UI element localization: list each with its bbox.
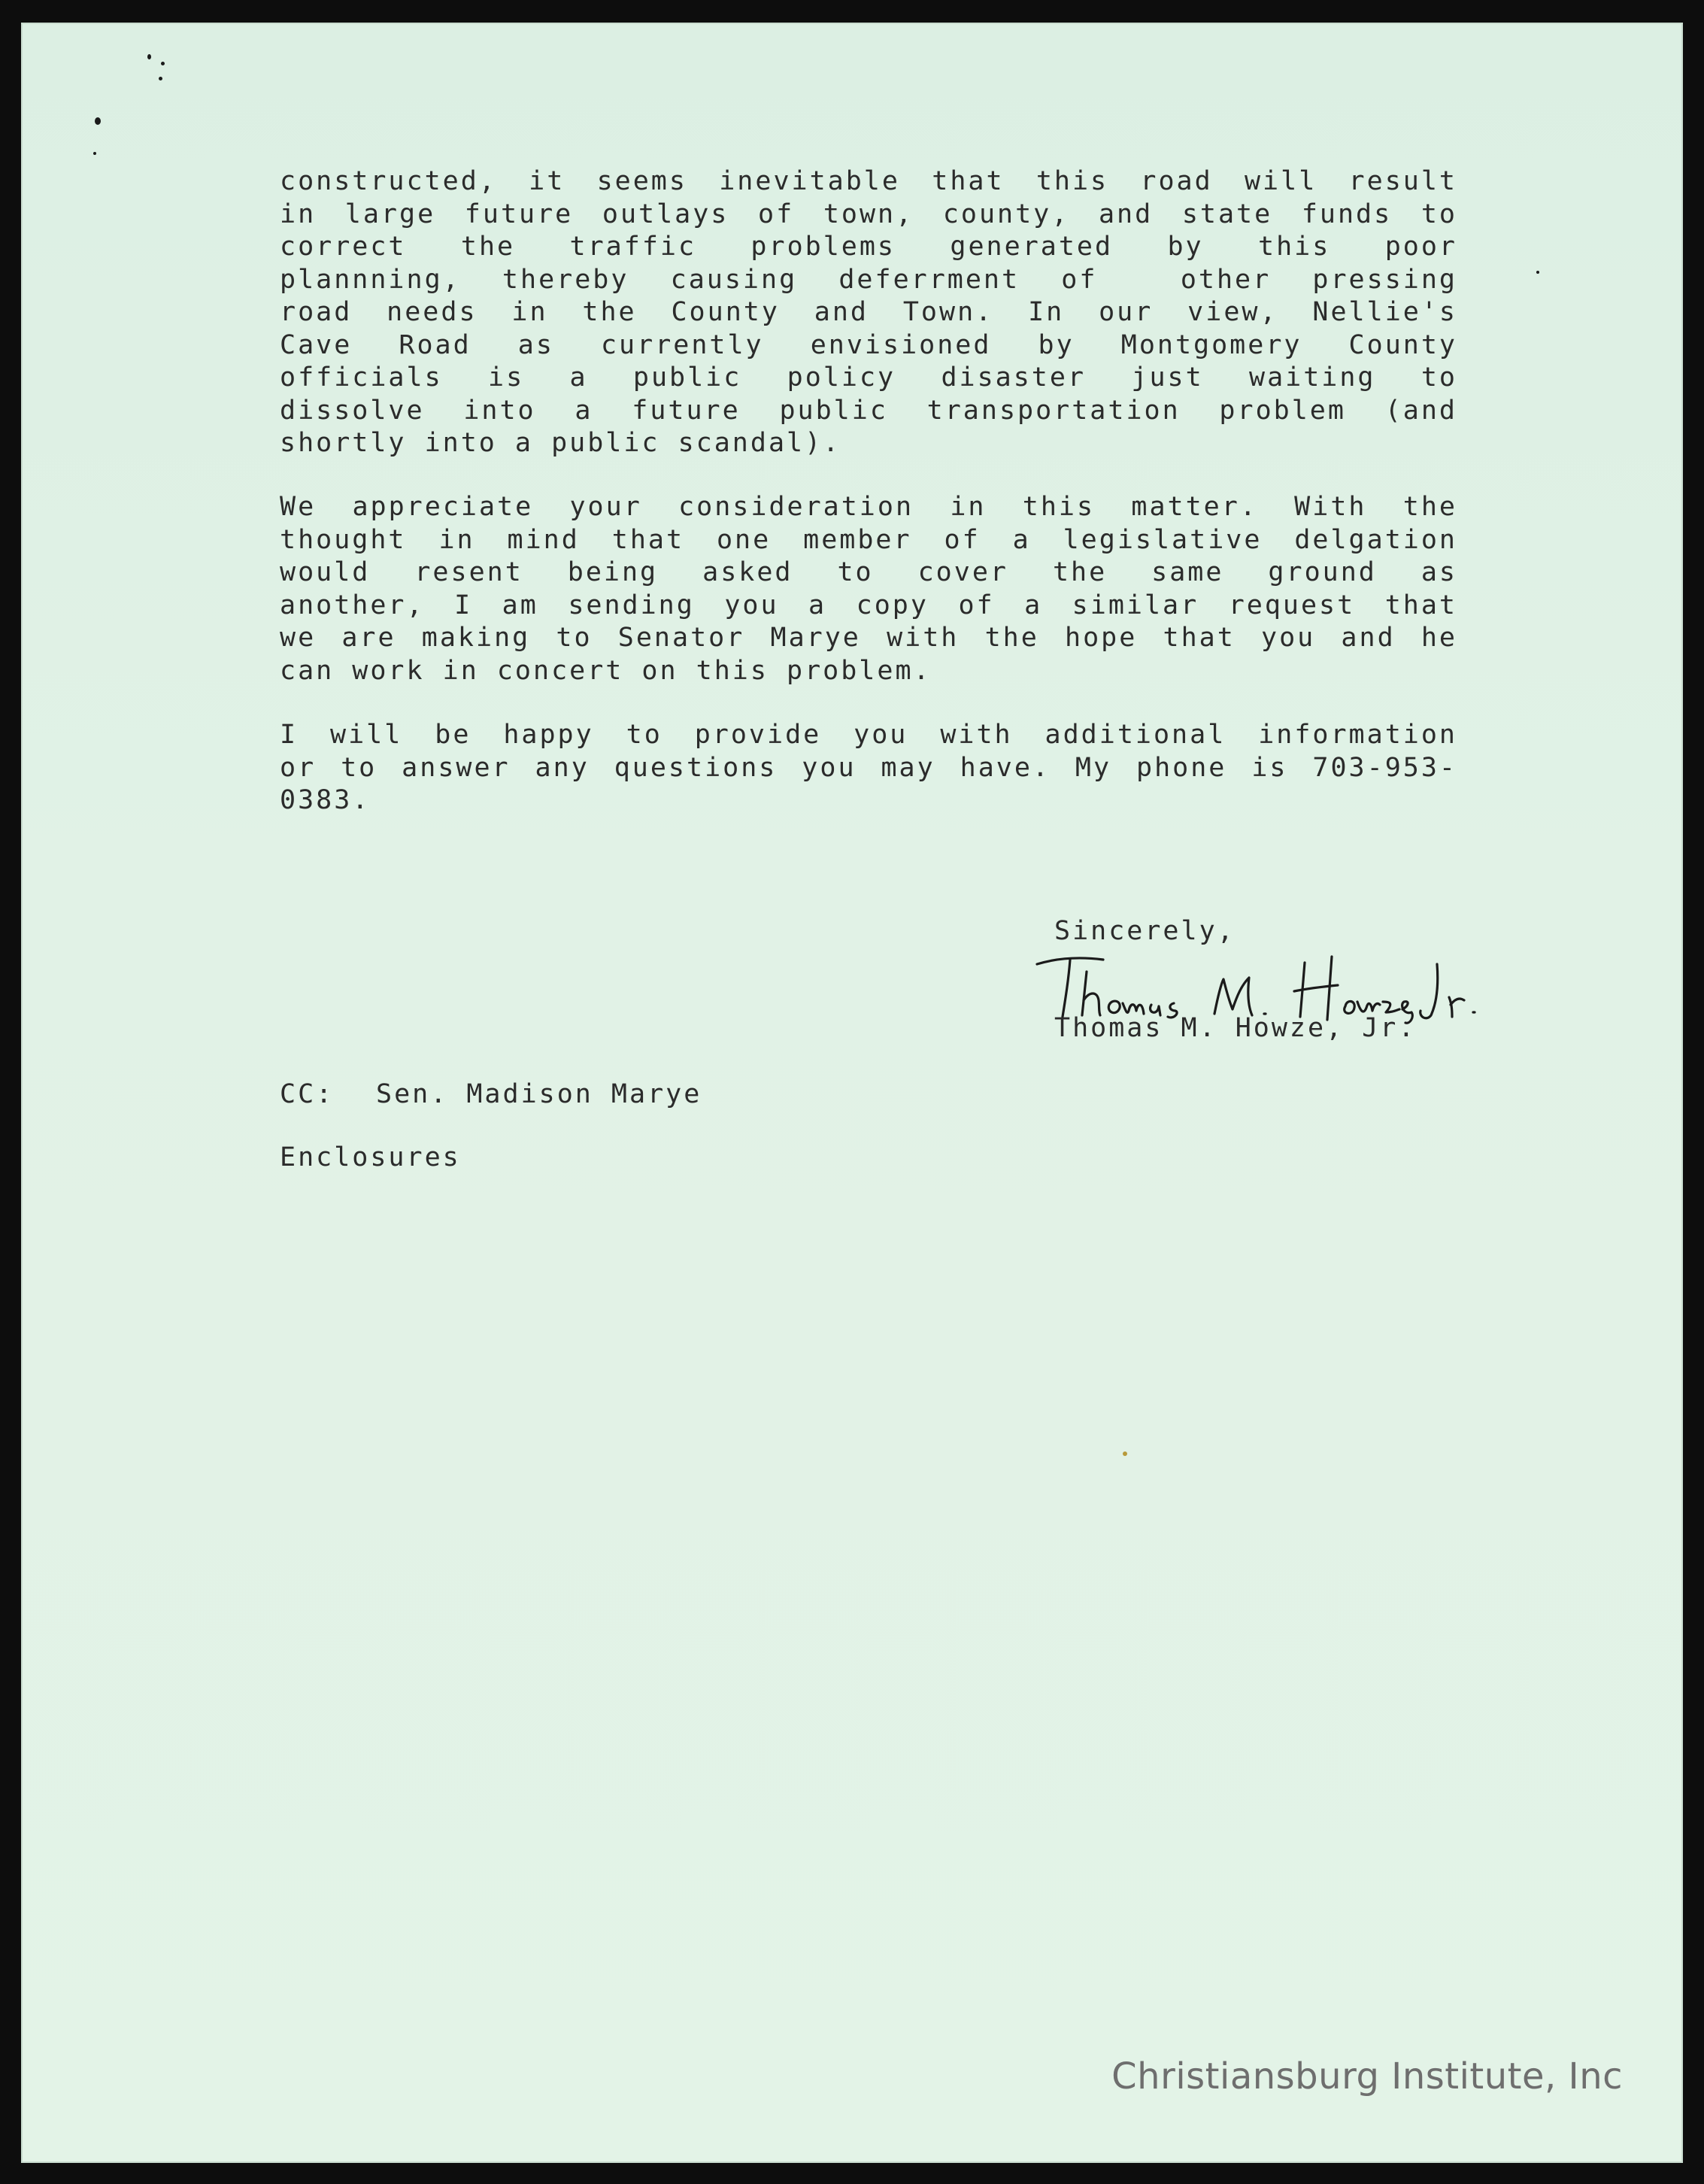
paper-speck (147, 54, 151, 59)
paragraph-line: another, I am sending you a copy of a similar request that (280, 590, 1457, 620)
paragraph-line: in large future outlays of town, county, and state funds to (280, 199, 1457, 229)
paper-speck (159, 77, 162, 80)
paragraph-line: constructed, it seems inevitable that this road will result (280, 166, 1457, 196)
body-paragraph-1 (280, 165, 1457, 460)
enclosures-note: Enclosures (280, 1142, 461, 1172)
paragraph-line: I will be happy to provide you with additional information (280, 720, 1457, 750)
paragraph-line: road needs in the County and Town. In our view, Nellie's (280, 297, 1457, 327)
paragraph-line: thought in mind that one member of a legislative delgation (280, 524, 1457, 555)
paragraph-line: We appreciate your consideration in this matter. With the (280, 492, 1457, 522)
cc-label: CC: (280, 1079, 335, 1109)
paper-speck (1536, 271, 1539, 274)
paragraph-line: would resent being asked to cover the same ground as (280, 557, 1457, 587)
archive-watermark: Christiansburg Institute, Inc (1111, 2055, 1623, 2098)
paper-speck (95, 117, 101, 125)
paragraph-line: correct the traffic problems generated by this poor (280, 232, 1457, 262)
paper-speck (93, 152, 96, 155)
paragraph-line: we are making to Senator Marye with the hope that you and he (280, 623, 1457, 653)
body-paragraph-2 (280, 491, 1457, 687)
paragraph-line: shortly into a public scandal). (280, 428, 841, 458)
paragraph-line: 0383. (280, 785, 371, 815)
paragraph-line: dissolve into a future public transportation problem (and (280, 395, 1457, 426)
paper-speck (1123, 1451, 1127, 1456)
cc-recipient: Sen. Madison Marye (376, 1079, 702, 1109)
paragraph-line: or to answer any questions you may have. My phone is 703-953- (280, 752, 1457, 783)
paragraph-line: can work in concert on this problem. (280, 655, 932, 686)
paragraph-line: officials is a public policy disaster just waiting to (280, 362, 1457, 393)
signer-name: Thomas M. Howze, Jr. (1054, 1013, 1417, 1043)
paragraph-line: Cave Road as currently envisioned by Montgomery County (280, 329, 1457, 360)
paper-speck (161, 62, 165, 65)
closing-salutation: Sincerely, (1054, 916, 1236, 946)
body-paragraph-3 (280, 719, 1457, 817)
paragraph-line: plannning, thereby causing deferrment of other pressing (280, 264, 1457, 295)
